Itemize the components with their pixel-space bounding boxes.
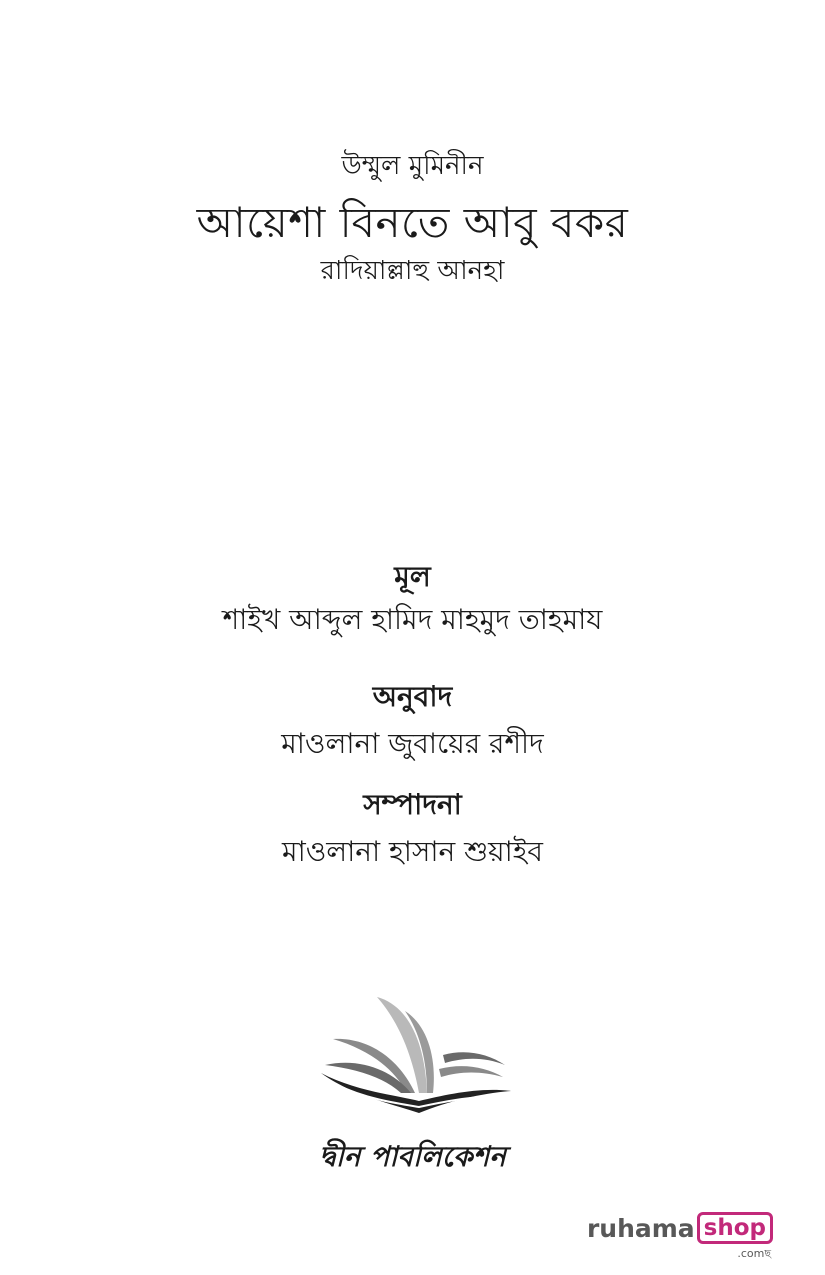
book-honorific: রাদিয়াল্লাহু আনহা xyxy=(320,256,505,286)
editor-name: মাওলানা হাসান শুয়াইব xyxy=(282,835,543,868)
book-title: আয়েশা বিনতে আবু বকর xyxy=(196,198,629,247)
original-label: মূল xyxy=(394,560,431,593)
watermark-shop-box: shop xyxy=(697,1212,773,1244)
original-author: শাইখ আব্দুল হামিদ মাহমুদ তাহমায xyxy=(222,603,603,636)
translator-name: মাওলানা জুবায়ের রশীদ xyxy=(281,727,544,760)
publisher-name: দ্বীন পাবলিকেশন xyxy=(319,1140,506,1173)
watermark-logo xyxy=(587,1212,773,1262)
watermark-suffix: .comছ xyxy=(737,1247,771,1260)
open-book-icon xyxy=(315,995,520,1115)
translation-label: অনুবাদ xyxy=(372,680,453,713)
editing-label: সম্পাদনা xyxy=(363,788,462,821)
watermark-word: ruhama xyxy=(586,1214,695,1243)
book-subtitle: উম্মুল মুমিনীন xyxy=(341,151,484,181)
